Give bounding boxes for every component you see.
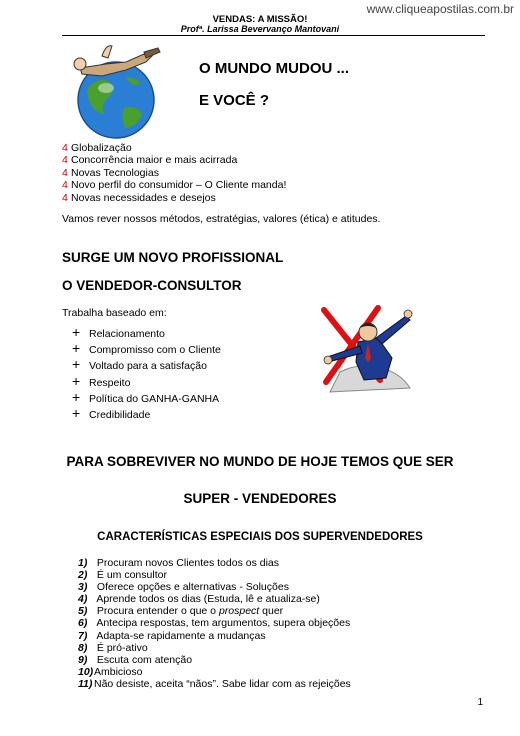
bullet-marker: 4 bbox=[62, 166, 68, 179]
item-number: 3) bbox=[78, 581, 88, 594]
list-item-label: Novas necessidades e desejos bbox=[71, 191, 216, 204]
list-item bbox=[72, 407, 221, 423]
survive-heading: PARA SOBREVIVER NO MUNDO DE HOJE TEMOS QUE SER bbox=[66, 454, 454, 469]
list-item-label: Oferece opções e alternativas - Soluções bbox=[96, 581, 289, 594]
based-on-label: Trabalha baseado em: bbox=[62, 307, 167, 319]
section-heading-consultant: O VENDEDOR-CONSULTOR bbox=[62, 278, 242, 293]
characteristics-list bbox=[78, 557, 351, 690]
globe-with-person-icon bbox=[66, 38, 176, 140]
list-item: 11) Não desiste, aceita “nãos”. Sabe lidar com as rejeições bbox=[78, 677, 351, 690]
list-item bbox=[72, 388, 221, 407]
list-item bbox=[78, 605, 351, 617]
list-item-label: Procuram novos Clientes todos os dias bbox=[96, 557, 280, 569]
intro-paragraph: Vamos rever nossos métodos, estratégias, valores (ética) e atitudes. bbox=[62, 213, 381, 225]
list-item-label: Política do GANHA-GANHA bbox=[89, 392, 220, 405]
list-item-label-end: quer bbox=[259, 605, 284, 618]
plus-icon: + bbox=[72, 388, 81, 405]
list-item bbox=[62, 154, 286, 166]
list-item bbox=[78, 569, 351, 581]
plus-icon: + bbox=[72, 405, 81, 422]
list-item-label: Relacionamento bbox=[89, 328, 165, 340]
list-item: 10)Ambicioso bbox=[78, 665, 143, 678]
list-item bbox=[62, 142, 286, 154]
super-sellers-heading: SUPER - VENDEDORES bbox=[183, 491, 337, 506]
list-item-label: Respeito bbox=[89, 376, 131, 389]
watermark: www.cliqueapostilas.com.br bbox=[366, 2, 514, 16]
basis-list bbox=[72, 326, 221, 423]
item-number: 8) bbox=[78, 641, 88, 654]
list-item-label: Escuta com atenção bbox=[96, 653, 193, 666]
change-factors-list bbox=[62, 142, 286, 204]
list-item-label: Voltado para a satisfação bbox=[89, 360, 207, 373]
item-number: 9) bbox=[78, 653, 88, 666]
plus-icon: + bbox=[72, 356, 81, 373]
salesman-crossed-out-illustration bbox=[310, 302, 428, 394]
globe-highlight bbox=[98, 83, 114, 93]
list-item-label: Globalização bbox=[71, 142, 132, 154]
list-item-label: É pró-ativo bbox=[96, 641, 148, 654]
person-arm bbox=[102, 46, 112, 58]
list-item-label: Concorrência maior e mais acirrada bbox=[71, 154, 238, 167]
list-item bbox=[78, 581, 351, 593]
page-number: 1 bbox=[477, 697, 483, 708]
list-item bbox=[78, 593, 351, 605]
item-number: 2) bbox=[78, 569, 88, 582]
list-item bbox=[72, 358, 221, 374]
bullet-marker: 4 bbox=[62, 179, 68, 192]
suit-body bbox=[356, 338, 392, 380]
bullet-marker: 4 bbox=[62, 142, 68, 154]
list-item-label-start: Procura entender o que o bbox=[96, 605, 219, 618]
hand bbox=[324, 356, 332, 364]
list-item bbox=[72, 342, 221, 358]
bullet-marker: 4 bbox=[62, 191, 68, 204]
characteristics-heading: CARACTERÍSTICAS ESPECIAIS DOS SUPERVENDEDORES bbox=[97, 531, 423, 543]
plus-icon: + bbox=[72, 372, 81, 389]
heading-and-you: E VOCÊ ? bbox=[199, 92, 270, 109]
list-item bbox=[72, 372, 221, 391]
item-number: 7) bbox=[78, 629, 88, 642]
list-item-label: Antecipa respostas, tem argumentos, supera objeções bbox=[96, 617, 351, 630]
list-item bbox=[62, 192, 286, 204]
list-item-label-italic: prospect bbox=[218, 605, 260, 618]
list-item-label: Ambicioso bbox=[94, 665, 143, 678]
header-title: VENDAS: A MISSÃO! bbox=[212, 14, 308, 25]
section-heading-new-professional: SURGE UM NOVO PROFISSIONAL bbox=[62, 250, 284, 265]
plus-icon: + bbox=[72, 340, 81, 357]
list-item-label: Aprende todos os dias (Estuda, lê e atualiza-se) bbox=[96, 593, 320, 606]
header-divider bbox=[62, 35, 485, 36]
list-item bbox=[72, 326, 221, 342]
list-item-label: Adapta-se rapidamente a mudanças bbox=[96, 629, 266, 642]
bullet-marker: 4 bbox=[62, 154, 68, 167]
item-number: 1) bbox=[78, 557, 88, 569]
list-item bbox=[62, 167, 286, 179]
person-head bbox=[74, 58, 86, 70]
item-number: 6) bbox=[78, 617, 88, 630]
list-item bbox=[78, 654, 351, 666]
list-item-label: Novo perfil do consumidor – O Cliente manda! bbox=[71, 179, 287, 192]
list-item bbox=[78, 617, 351, 629]
list-item bbox=[62, 179, 286, 191]
list-item-label: É um consultor bbox=[96, 569, 167, 582]
list-item-label: Não desiste, aceita “nãos”. Sabe lidar com as rejeições bbox=[94, 677, 351, 690]
heading-world-changed: O MUNDO MUDOU ... bbox=[199, 60, 349, 77]
suit-arm bbox=[376, 316, 410, 344]
list-item bbox=[78, 557, 351, 569]
list-item-label: Credibilidade bbox=[89, 409, 151, 422]
hand bbox=[404, 310, 412, 318]
header-subtitle: Profª. Larissa Bevervanço Mantovani bbox=[180, 24, 340, 34]
list-item-label: Novas Tecnologias bbox=[71, 166, 159, 179]
list-item bbox=[78, 630, 351, 642]
item-number: 5) bbox=[78, 605, 88, 618]
plus-icon: + bbox=[72, 324, 81, 340]
list-item-label: Compromisso com o Cliente bbox=[89, 344, 221, 357]
list-item bbox=[78, 642, 351, 654]
item-number: 4) bbox=[78, 593, 88, 606]
